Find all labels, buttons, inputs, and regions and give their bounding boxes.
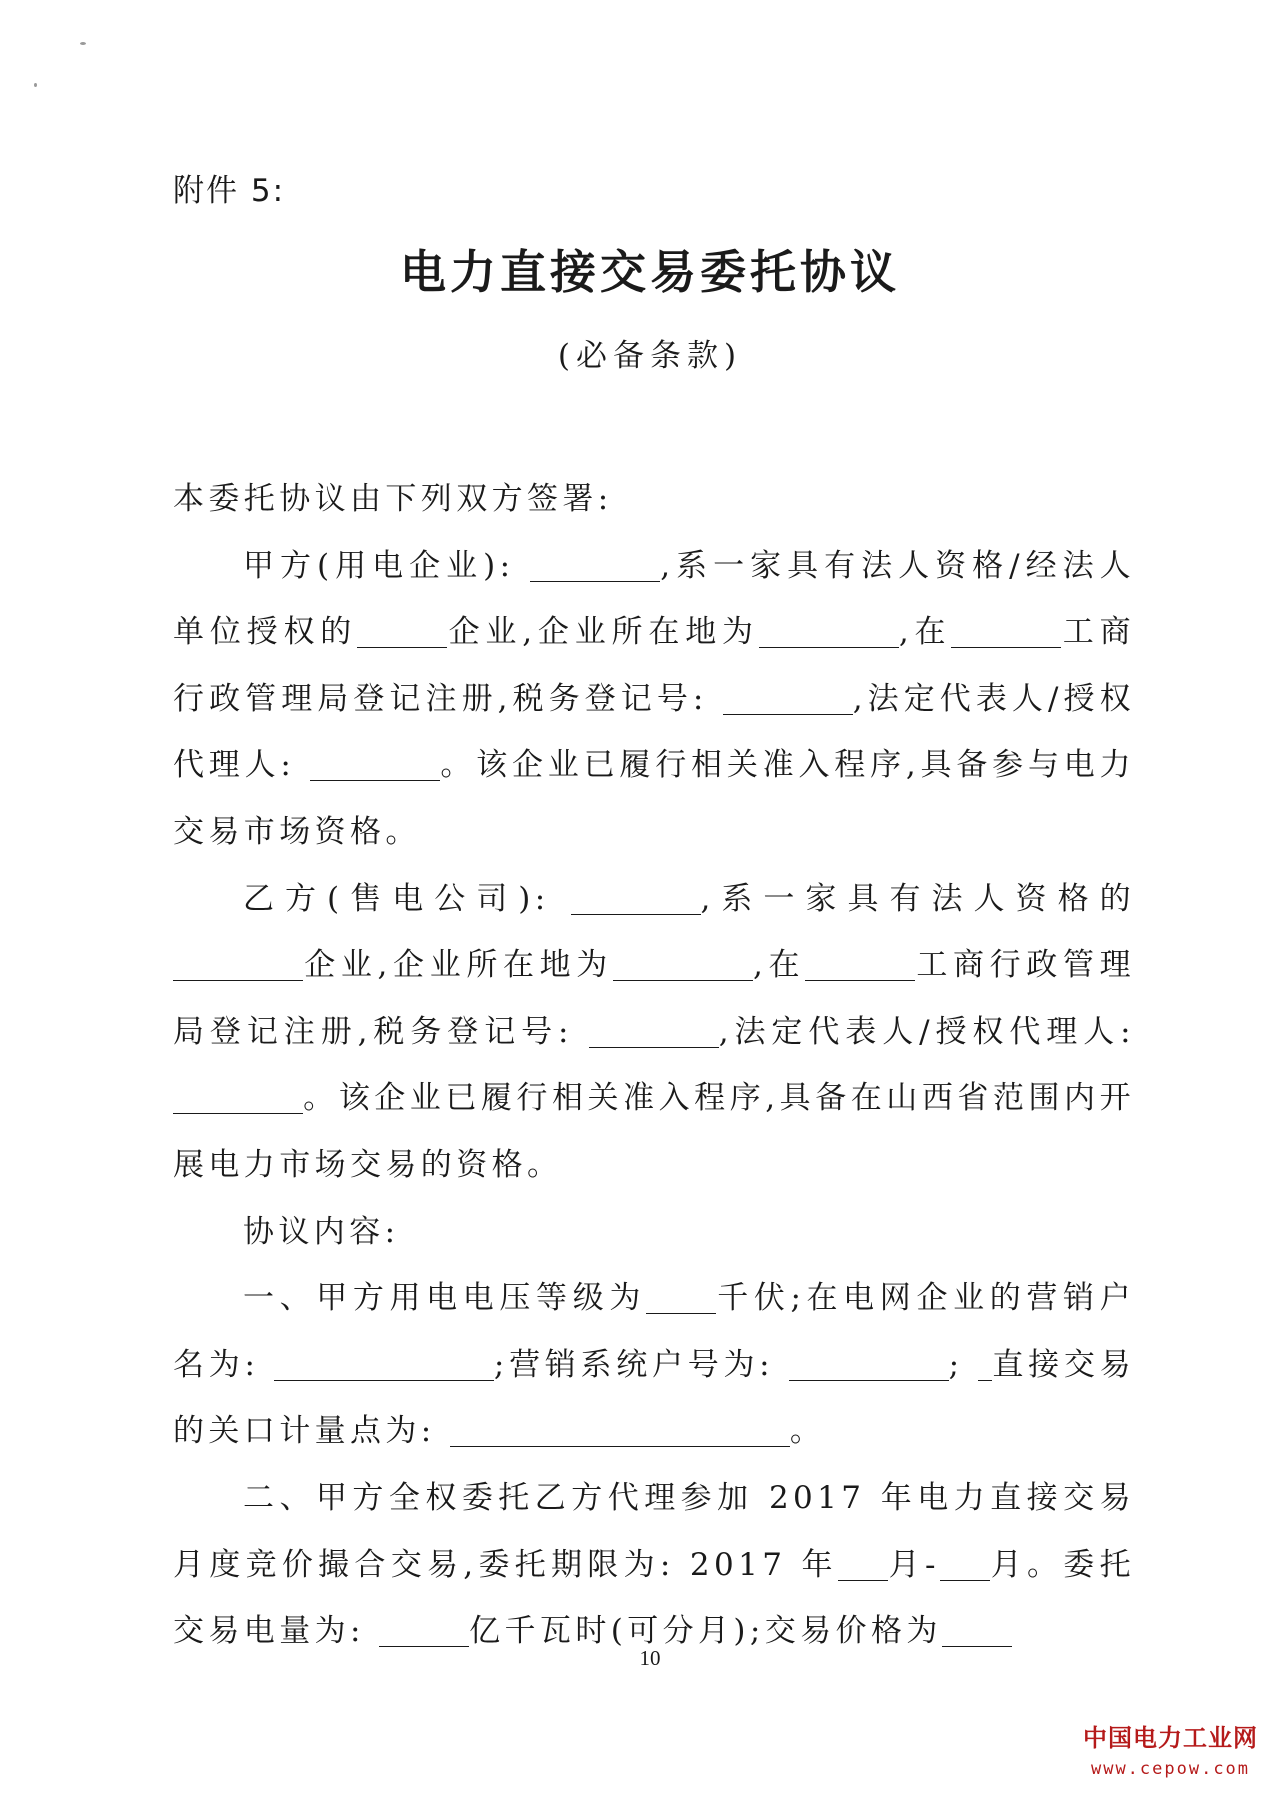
watermark-url: www.cepow.com: [1090, 1759, 1251, 1779]
clause-two-text: 亿千瓦时(可分月);交易价格为: [469, 1613, 942, 1650]
party-a-tax-blank: [723, 684, 853, 715]
party-a-text: ,系一家具有法人资格/经法人单位授权的: [173, 547, 1135, 651]
party-b-paragraph: [173, 866, 1135, 1199]
clause-two-text: 月。委托交易电量为:: [173, 1546, 1135, 1650]
intro-paragraph: [173, 466, 1135, 533]
start-month-blank: [838, 1550, 888, 1581]
scan-speck: [80, 42, 86, 45]
party-b-location-blank: [613, 950, 753, 981]
document-title: 电力直接交易委托协议: [400, 245, 900, 299]
party-b-text: 企业,企业所在地为: [303, 947, 613, 984]
page-number: 10: [639, 1646, 661, 1670]
clause-one-text: 一、甲方用电电压等级为: [243, 1280, 646, 1317]
party-a-name-blank: [530, 551, 660, 582]
metering-point-blank: [450, 1416, 790, 1447]
content-heading-text: 协议内容:: [243, 1213, 400, 1250]
party-a-location-blank: [759, 617, 899, 648]
party-b-label: 乙方(售电公司):: [243, 880, 550, 917]
document-subtitle: (必备条款): [557, 338, 743, 374]
scan-speck: [34, 83, 37, 87]
account-number-blank: [789, 1350, 949, 1381]
party-b-text: 工商行政管理局登记注册,税务登记号:: [173, 947, 1136, 1050]
party-b-name-blank: [571, 884, 701, 915]
party-a-bureau-blank: [951, 617, 1061, 648]
price-blank: [942, 1616, 1012, 1647]
volume-blank: [379, 1616, 469, 1647]
party-b-text: ,法定代表人/授权代理人:: [718, 1013, 1135, 1050]
attachment-label: 附件 5:: [173, 173, 286, 209]
trade-blank: [978, 1350, 992, 1381]
clause-two-text: 月-: [887, 1546, 940, 1583]
agreement-body: [173, 466, 1135, 1665]
party-a-label: 甲方(用电企业):: [243, 547, 515, 584]
party-b-text: 。该企业已履行相关准入程序,具备在山西省范围内开展电力市场交易的资格。: [173, 1080, 1135, 1183]
party-b-type-blank: [173, 950, 303, 981]
party-b-tax-blank: [589, 1017, 719, 1048]
party-b-text: ,在: [752, 947, 806, 984]
party-b-bureau-blank: [805, 950, 915, 981]
clause-one-text: 直接交易的关口计量点为:: [173, 1346, 1135, 1450]
watermark-name: 中国电力工业网: [1083, 1724, 1258, 1752]
clause-two-text: 二、甲方全权委托乙方代理参加 2017 年电力直接交易月度竞价撮合交易,委托期限为: 2017 年: [173, 1479, 1135, 1583]
content-heading: [173, 1199, 1135, 1266]
clause-one-paragraph: [173, 1265, 1135, 1465]
party-b-text: ,系一家具有法人资格的: [700, 880, 1135, 917]
party-a-text: 。该企业已履行相关准入程序,具备参与电力交易市场资格。: [173, 747, 1135, 850]
clause-one-text: ;营销系统户号为:: [493, 1346, 775, 1383]
party-a-agent-blank: [310, 750, 440, 781]
clause-one-text: ;: [948, 1346, 964, 1383]
party-a-text: 企业,企业所在地为: [447, 614, 759, 651]
clause-one-text: 。: [789, 1413, 826, 1450]
voltage-blank: [646, 1283, 716, 1314]
party-a-paragraph: [173, 533, 1135, 866]
clause-one-text: 千伏;在电网企业的营销户名为:: [173, 1280, 1135, 1383]
site-watermark: [1083, 1718, 1258, 1779]
party-a-text: ,法定代表人/授权代理人:: [173, 680, 1135, 784]
party-a-authorizer-blank: [357, 617, 447, 648]
end-month-blank: [940, 1550, 990, 1581]
intro-text: 本委托协议由下列双方签署:: [173, 481, 613, 517]
party-b-agent-blank: [173, 1083, 303, 1114]
party-a-text: ,在: [898, 614, 952, 651]
party-a-text: 工商行政管理局登记注册,税务登记号:: [173, 614, 1136, 717]
clause-two-paragraph: [173, 1465, 1135, 1665]
account-name-blank: [274, 1350, 494, 1381]
